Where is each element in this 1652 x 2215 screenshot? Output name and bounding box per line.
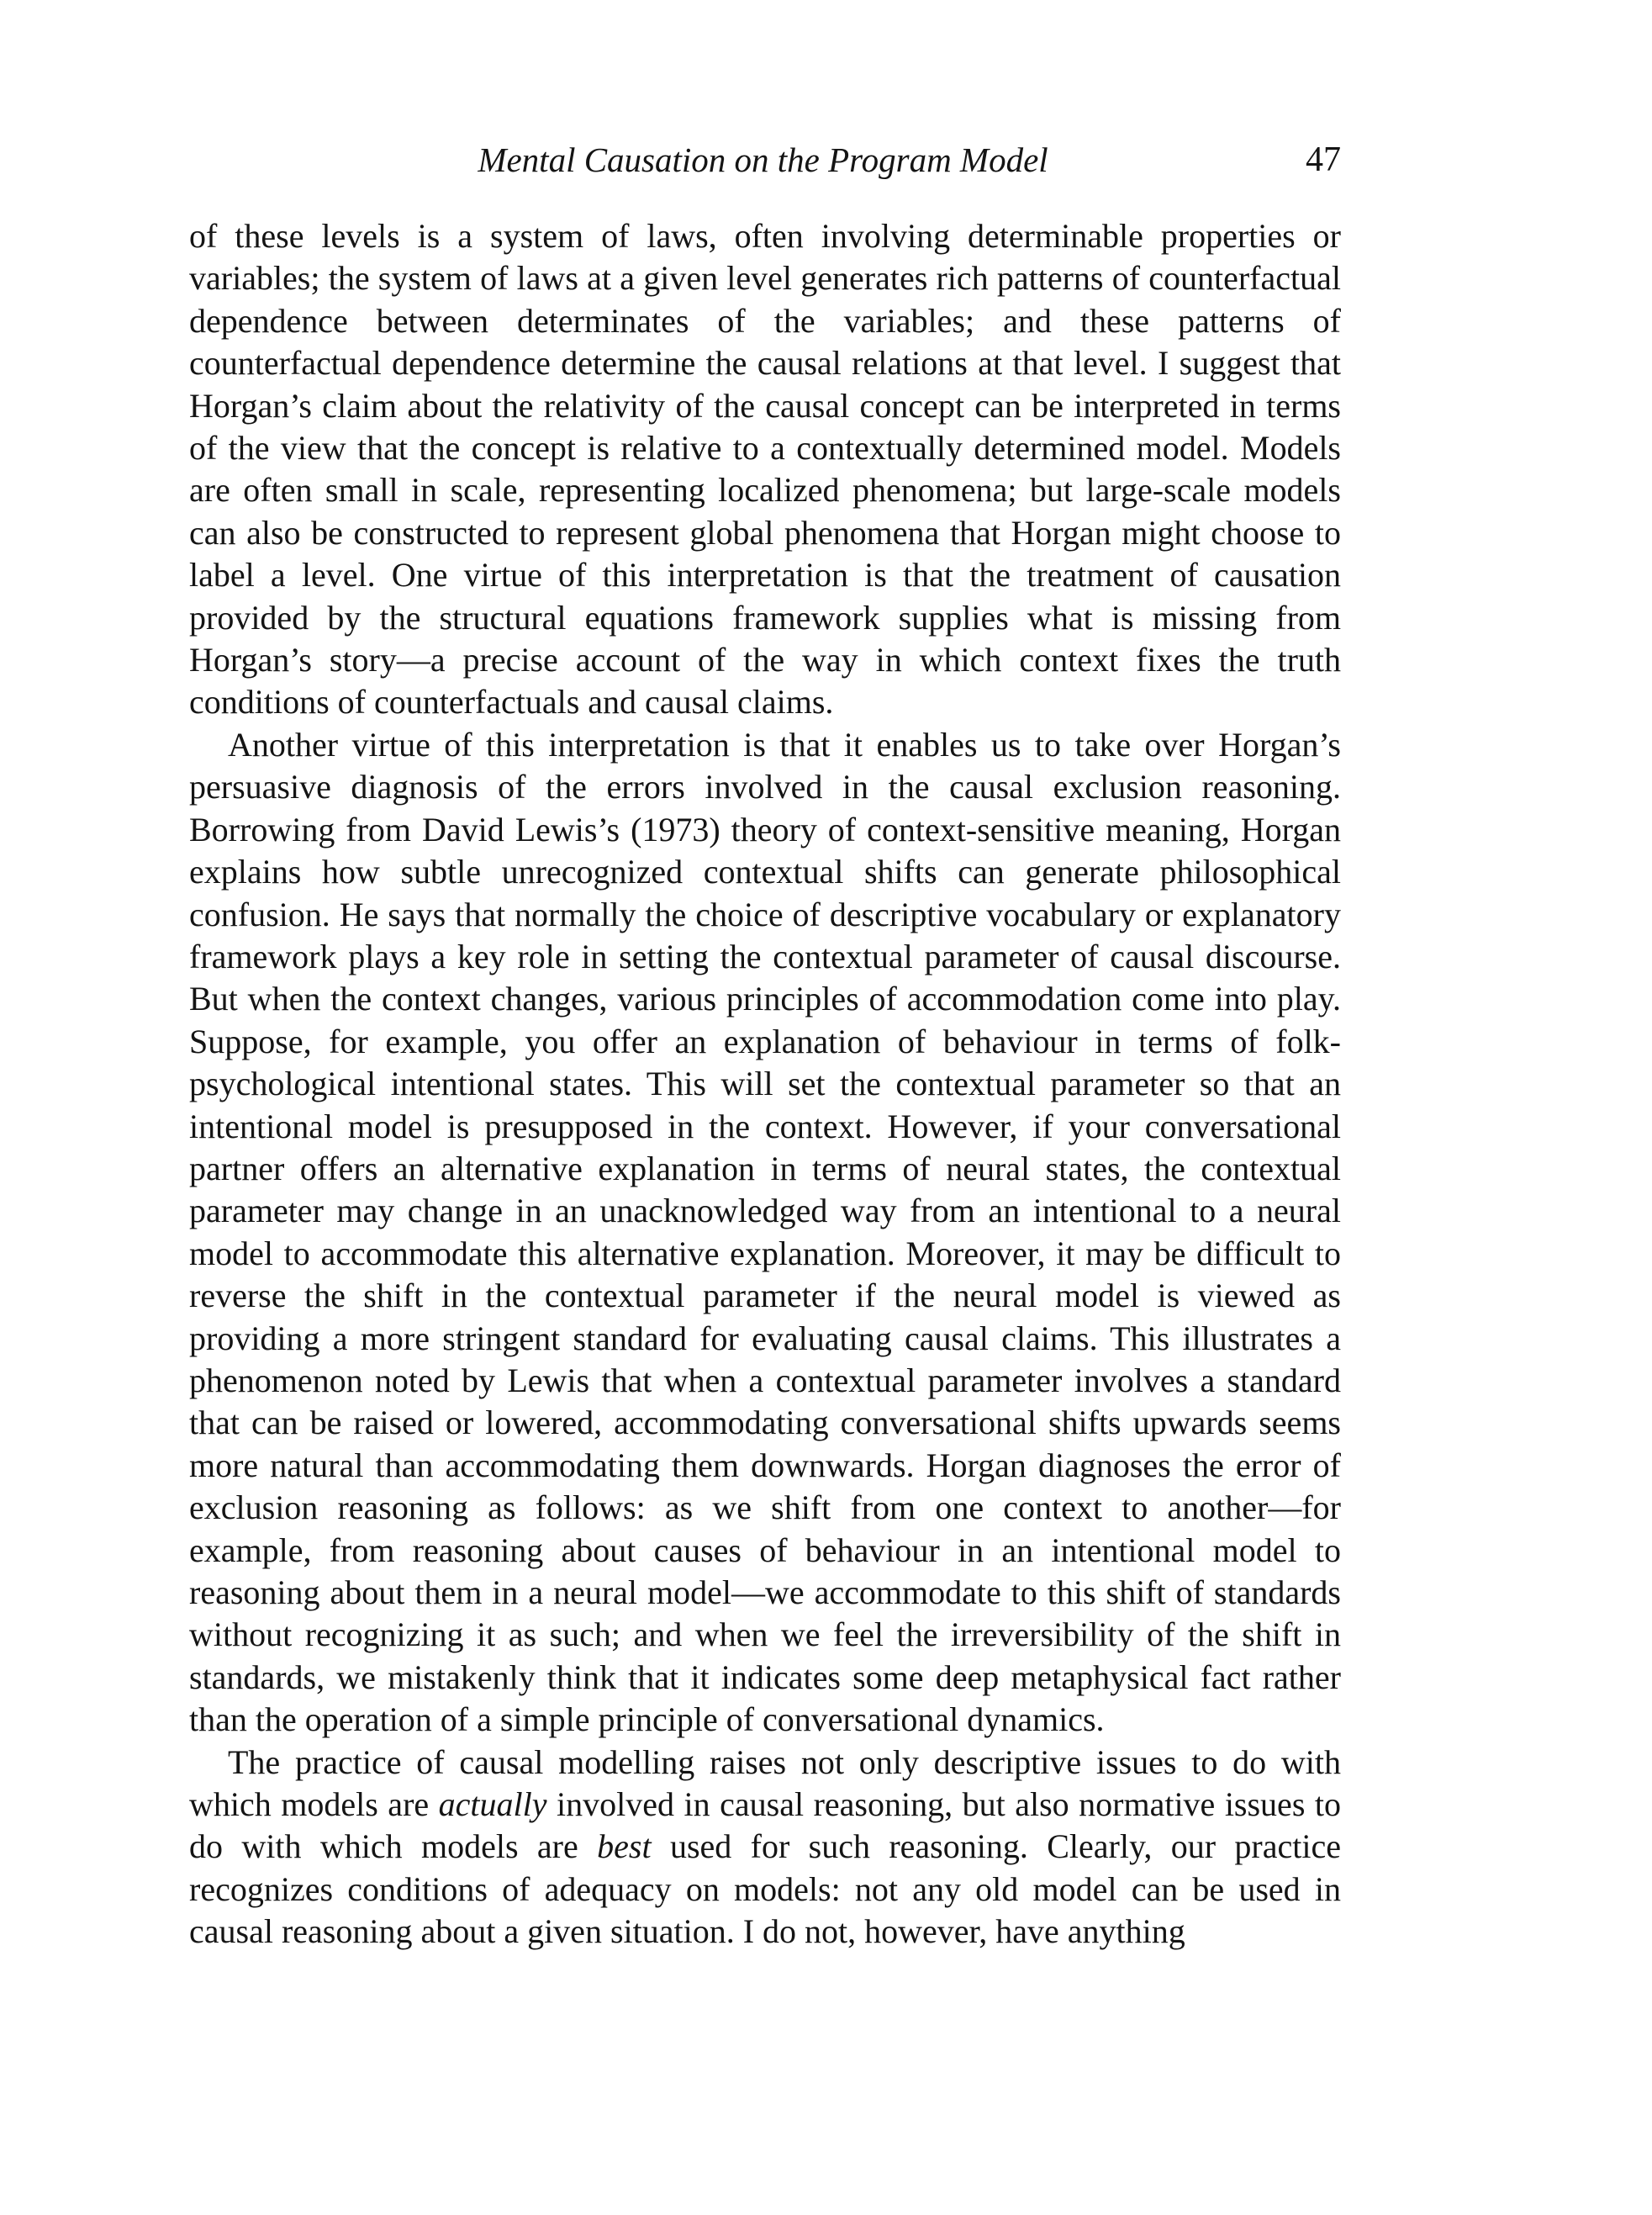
paragraph-2 — [189, 724, 1341, 1742]
emphasis-best: best — [597, 1827, 652, 1866]
running-title: Mental Causation on the Program Model — [478, 140, 1048, 179]
running-head — [185, 135, 1341, 185]
emphasis-actually: actually — [438, 1785, 547, 1824]
paragraph-1-text: of these levels is a system of laws, often involving determinable properties or variables; the system of laws at a given level generates rich patterns of counterfactual dependence between determinates of the variables; and these patterns of counterfactual dependence determine the causal relations at that level. I suggest that Horgan’s claim about the relativity of the causal concept can be interpreted in terms of the view that the concept is relative to a contextually determined model. Models are often small in scale, representing localized phenomena; but large-scale models can also be constructed to represent global phenomena that Horgan might choose to label a level. One virtue of this interpretation is that the treatment of causation provided by the structural equations framework supplies what is missing from Horgan’s story—a precise account of the way in which context fixes the truth conditions of counterfactuals and causal claims. — [189, 217, 1341, 722]
page-number: 47 — [1306, 140, 1341, 179]
paragraph-3 — [189, 1742, 1341, 1953]
paragraph-2-text: Another virtue of this interpretation is that it enables us to take over Horgan’s persuasive diagnosis of the errors involved in the causal exclusion reasoning. Borrowing from David Lewis’s (1973) theory of context-sensitive meaning, Horgan explains how subtle unrecognized contextual shifts can generate philosophical confusion. He says that normally the choice of descriptive vocabulary or explanatory framework plays a key role in setting the contextual parameter of causal discourse. But when the context changes, various principles of accommodation come into play. Suppose, for example, you offer an explanation of behaviour in terms of folk-psychological intentional states. This will set the contextual parameter so that an intentional model is presupposed in the context. However, if your conversational partner offers an alternative explanation in terms of neural states, the contextual parameter may change in an unacknowledged way from an intentional to a neural model to accommodate this alternative explanation. Moreover, it may be difficult to reverse the shift in the contextual parameter if the neural model is viewed as providing a more stringent standard for evaluating causal claims. This illustrates a phenomenon noted by Lewis that when a contextual parameter involves a standard that can be raised or lowered, accommodating conversational shifts upwards seems more natural than accommodating them downwards. Horgan diagnoses the error of exclusion reasoning as follows: as we shift from one context to another—for example, from reasoning about causes of behaviour in an intentional model to reasoning about them in a neural model—we accommodate to this shift of standards without recognizing it as such; and when we feel the irreversibility of the shift in standards, we mistakenly think that it indicates some deep metaphysical fact rather than the operation of a simple principle of conversational dynamics. — [189, 725, 1341, 1739]
paragraph-3-text-c: used for such reasoning. Clearly, our practice recognizes conditions of adequacy on models: not any old model can be used in causal reasoning about a given situation. I do not, however, have anything — [189, 1827, 1341, 1951]
paragraph-1 — [189, 215, 1341, 724]
paragraph-3-text-a: The practice of causal modelling raises not only descriptive issues to do with which models are — [189, 1742, 1341, 1824]
body-text — [189, 215, 1341, 1953]
paragraph-3-text-b: involved in causal reasoning, but also normative issues to do with which models are — [189, 1785, 1341, 1866]
